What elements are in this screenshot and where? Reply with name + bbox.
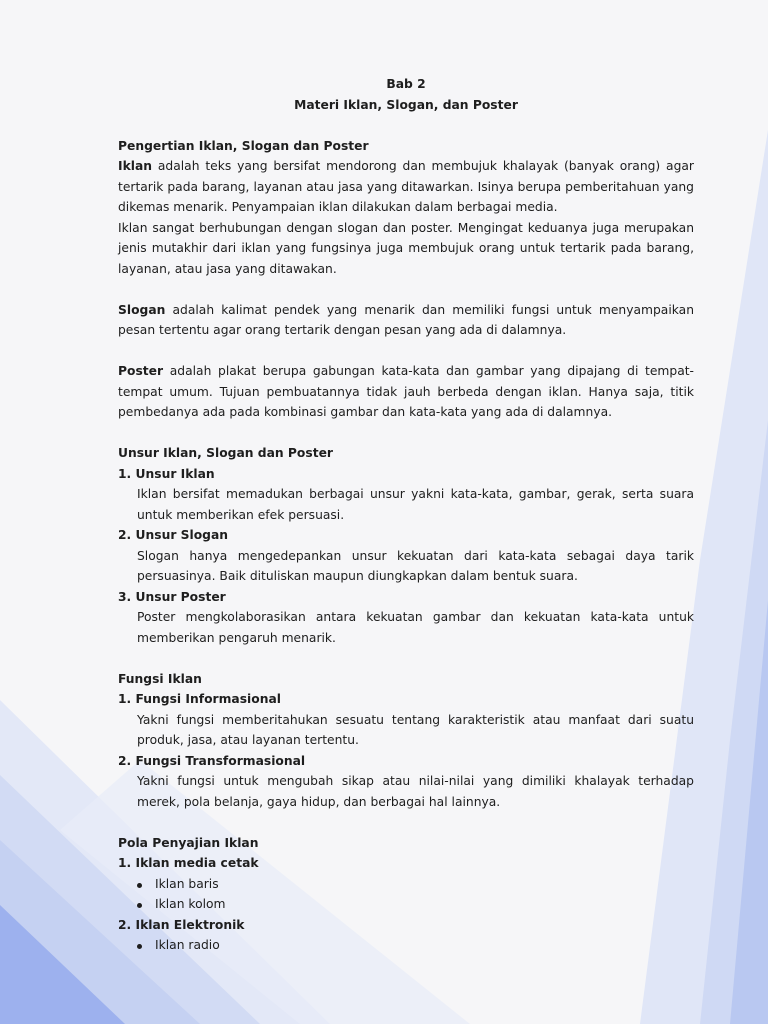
paragraph-iklan-relation: Iklan sangat berhubungan dengan slogan dan poster. Mengingat keduanya juga merupakan jenis mutakhir dari iklan yang fungsinya juga membujuk orang untuk tertarik pada barang, layanan, atau jasa yang ditawakan. <box>118 220 694 276</box>
bullet-item: Iklan kolom <box>118 894 694 915</box>
definition-poster: adalah plakat berupa gabungan kata-kata dan gambar yang dipajang di tempat-tempat umum. Tujuan pembuatannya tidak jauh berbeda dengan iklan. Hanya saja, titik pembedanya ada pada kombinasi gambar dan kata-kata yang ada di dalamnya. <box>118 364 694 419</box>
list-item-text: Poster mengkolaborasikan antara kekuatan gambar dan kekuatan kata-kata untuk memberikan pengaruh menarik. <box>137 610 694 645</box>
list-item-title: 2. Fungsi Transformasional <box>118 753 306 768</box>
bullet-item: Iklan baris <box>118 874 694 895</box>
list-item-text: Yakni fungsi memberitahukan sesuatu tentang karakteristik atau manfaat dari suatu produk, jasa, atau layanan tertentu. <box>137 712 694 747</box>
section-heading-pola: Pola Penyajian Iklan <box>118 835 259 850</box>
list-item-title: 3. Unsur Poster <box>118 589 226 604</box>
section-heading-pengertian: Pengertian Iklan, Slogan dan Poster <box>118 138 369 153</box>
definition-iklan: adalah teks yang bersifat mendorong dan membujuk khalayak (banyak orang) agar tertarik pada barang, layanan atau jasa yang ditawarkan. Isinya berupa pemberitahuan yang dikemas menarik. Penyampaian iklan dilakukan dalam berbagai media. <box>118 159 694 214</box>
document-page <box>118 74 694 956</box>
chapter-label: Bab 2 <box>386 77 426 91</box>
list-item-text: Slogan hanya mengedepankan unsur kekuatan dari kata-kata sebagai daya tarik persuasinya. Baik dituliskan maupun diungkapkan dalam bentuk suara. <box>137 548 694 583</box>
list-item-title: 1. Unsur Iklan <box>118 466 215 481</box>
list-item-title: 1. Fungsi Informasional <box>118 692 281 706</box>
paragraph-slogan <box>118 300 694 341</box>
term-slogan: Slogan <box>118 302 166 317</box>
list-item-title: 2. Iklan Elektronik <box>118 917 245 932</box>
paragraph-poster <box>118 361 694 423</box>
list-item-title: 1. Iklan media cetak <box>118 856 259 870</box>
term-poster: Poster <box>118 364 164 378</box>
document-title: Materi Iklan, Slogan, dan Poster <box>294 97 518 112</box>
bullet-item: Iklan radio <box>118 935 694 956</box>
list-item-title: 2. Unsur Slogan <box>118 528 229 542</box>
definition-slogan: adalah kalimat pendek yang menarik dan memiliki fungsi untuk menyampaikan pesan tertentu agar orang tertarik dengan pesan yang ada di dalamnya. <box>118 302 694 337</box>
term-iklan: Iklan <box>118 159 153 173</box>
list-item-text: Iklan bersifat memadukan berbagai unsur yakni kata-kata, gambar, gerak, serta suara untuk memberikan efek persuasi. <box>137 487 694 522</box>
list-item-text: Yakni fungsi untuk mengubah sikap atau nilai-nilai yang dimiliki khalayak terhadap merek, pola belanja, gaya hidup, dan berbagai hal lainnya. <box>137 774 694 809</box>
paragraph-iklan <box>118 156 694 218</box>
section-heading-fungsi: Fungsi Iklan <box>118 671 202 686</box>
section-heading-unsur: Unsur Iklan, Slogan dan Poster <box>118 446 333 460</box>
